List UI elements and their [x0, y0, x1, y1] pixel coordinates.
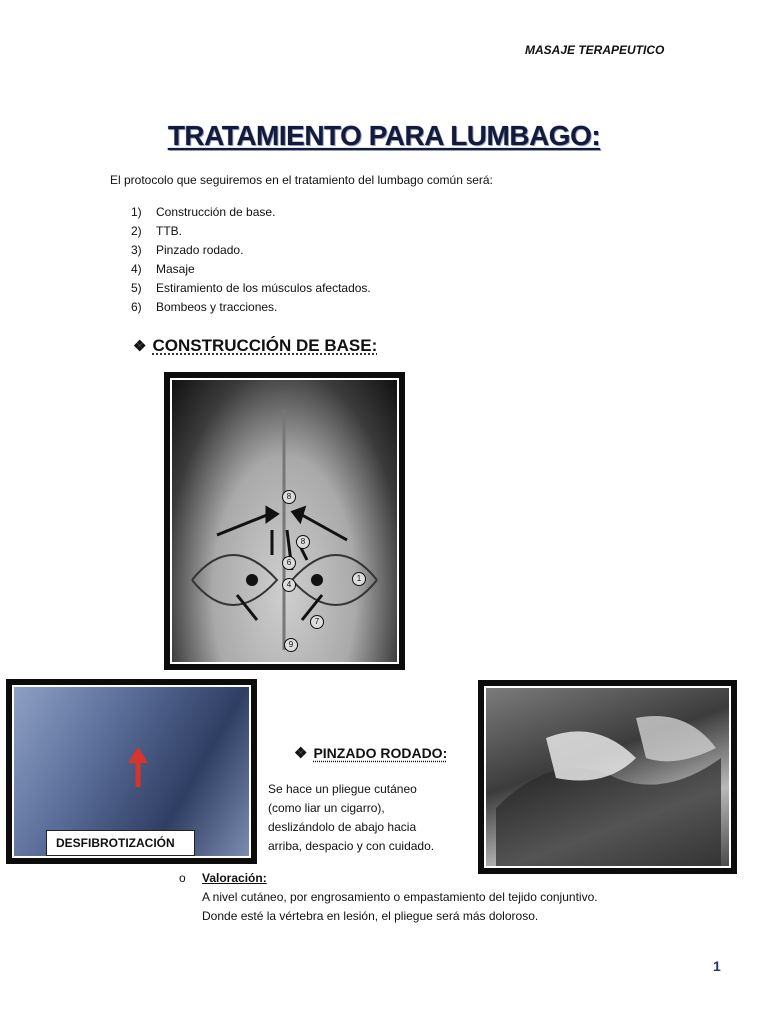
running-header: MASAJE TERAPEUTICO [525, 43, 665, 57]
list-item: 6) Bombeos y tracciones. [131, 300, 278, 314]
marker-8: 8 [282, 490, 296, 504]
pinzado-description: Se hace un pliegue cutáneo (como liar un cigarro), deslizándolo de abajo hacia arriba, despacio y con cuidado. [268, 782, 435, 853]
list-item: 2) TTB. [131, 224, 182, 238]
page-number: 1 [713, 958, 721, 974]
back-diagram-photo [164, 372, 405, 670]
list-item: 5) Estiramiento de los músculos afectados. [131, 281, 371, 295]
diamond-bullet-icon: ❖ [294, 745, 308, 762]
protocol-steps-list [131, 203, 371, 317]
marker-1: 1 [352, 572, 366, 586]
marker-9: 9 [284, 638, 298, 652]
marker-4: 4 [282, 578, 296, 592]
intro-text: El protocolo que seguiremos en el tratamiento del lumbago común será: [110, 173, 493, 187]
section-heading-construccion: ❖ CONSTRUCCIÓN DE BASE: [133, 336, 378, 355]
marker-6: 6 [282, 556, 296, 570]
marker-7: 7 [310, 615, 324, 629]
section-heading-pinzado: ❖ PINZADO RODADO: [294, 745, 448, 762]
list-item: 1) Construcción de base. [131, 205, 276, 219]
valoracion-heading: Valoración: [202, 871, 267, 885]
circle-bullet-icon: o [179, 871, 186, 885]
desfibrotizacion-label: DESFIBROTIZACIÓN [46, 830, 195, 856]
page-title: TRATAMIENTO PARA LUMBAGO: [167, 120, 601, 151]
marker-8b: 8 [296, 535, 310, 549]
pinzado-rodado-photo [478, 680, 737, 874]
hands-pinching-illustration [486, 688, 729, 866]
back-markers-overlay [172, 380, 397, 662]
list-item: 3) Pinzado rodado. [131, 243, 244, 257]
list-item: 4) Masaje [131, 262, 195, 276]
diamond-bullet-icon: ❖ [133, 338, 147, 355]
valoracion-block: o Valoración: A nivel cutáneo, por engrosamiento o empastamiento del tejido conjuntivo. Donde esté la vértebra en lesión, el pliegue será más doloroso. [179, 871, 598, 923]
